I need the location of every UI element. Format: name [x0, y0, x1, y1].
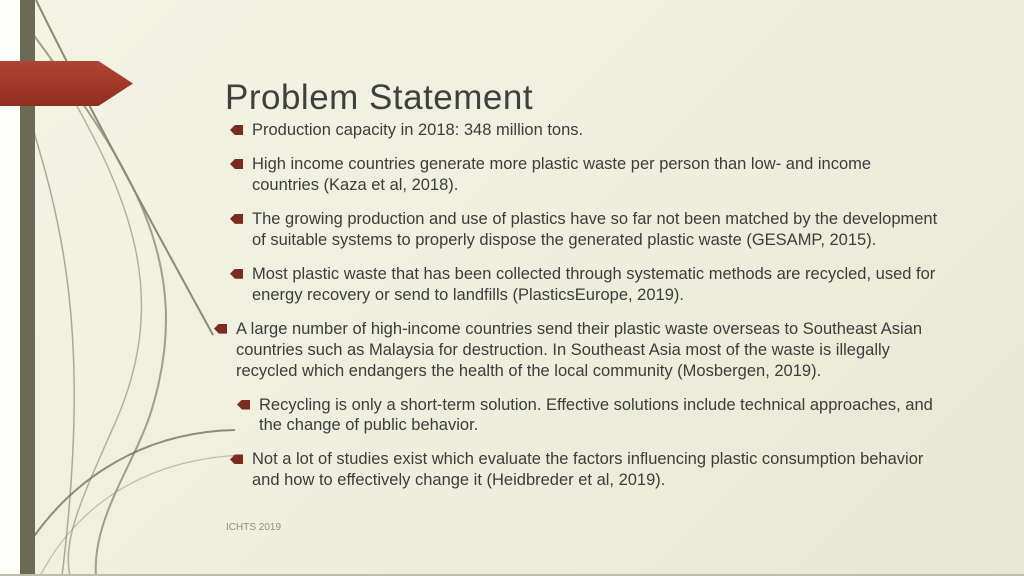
bullet-item — [230, 449, 938, 491]
bullet-item — [230, 209, 938, 251]
bullet-text: The growing production and use of plastics have so far not been matched by the development of suitable systems to properly dispose the generated plastic waste (GESAMP, 2015). — [252, 209, 938, 249]
bullet-arrow-icon — [214, 324, 227, 334]
bullet-list — [230, 120, 938, 504]
bullet-text: A large number of high-income countries send their plastic waste overseas to Southeast Asian countries such as Malaysia for destruction. In Southeast Asia most of the waste is illegally recycled which endangers the health of the local community (Mosbergen, 2019). — [236, 319, 923, 380]
bullet-text: Most plastic waste that has been collected through systematic methods are recycled, used for energy recovery or send to landfills (PlasticsEurope, 2019). — [252, 264, 936, 304]
bullet-arrow-icon — [237, 400, 250, 410]
bullet-text: Recycling is only a short-term solution. Effective solutions include technical approaches, and the change of public behavior. — [259, 395, 933, 435]
slide-title: Problem Statement — [225, 78, 534, 118]
bullet-item — [230, 154, 938, 196]
bullet-arrow-icon — [230, 125, 243, 135]
bullet-item — [230, 120, 938, 141]
footer-conference-label: ICHTS 2019 — [226, 522, 282, 533]
bullet-item — [237, 395, 938, 437]
bullet-item — [230, 264, 938, 306]
bullet-text: High income countries generate more plastic waste per person than low- and income countries (Kaza et al, 2018). — [252, 154, 872, 194]
bullet-text: Not a lot of studies exist which evaluate the factors influencing plastic consumption behavior and how to effectively change it (Heidbreder et al, 2019). — [252, 450, 924, 490]
red-arrow-shape — [0, 61, 133, 106]
bullet-arrow-icon — [230, 214, 243, 224]
bullet-item — [214, 319, 938, 382]
bullet-arrow-icon — [230, 269, 243, 279]
bullet-arrow-icon — [230, 454, 243, 464]
bullet-text: Production capacity in 2018: 348 million tons. — [252, 121, 584, 139]
bullet-arrow-icon — [230, 159, 243, 169]
